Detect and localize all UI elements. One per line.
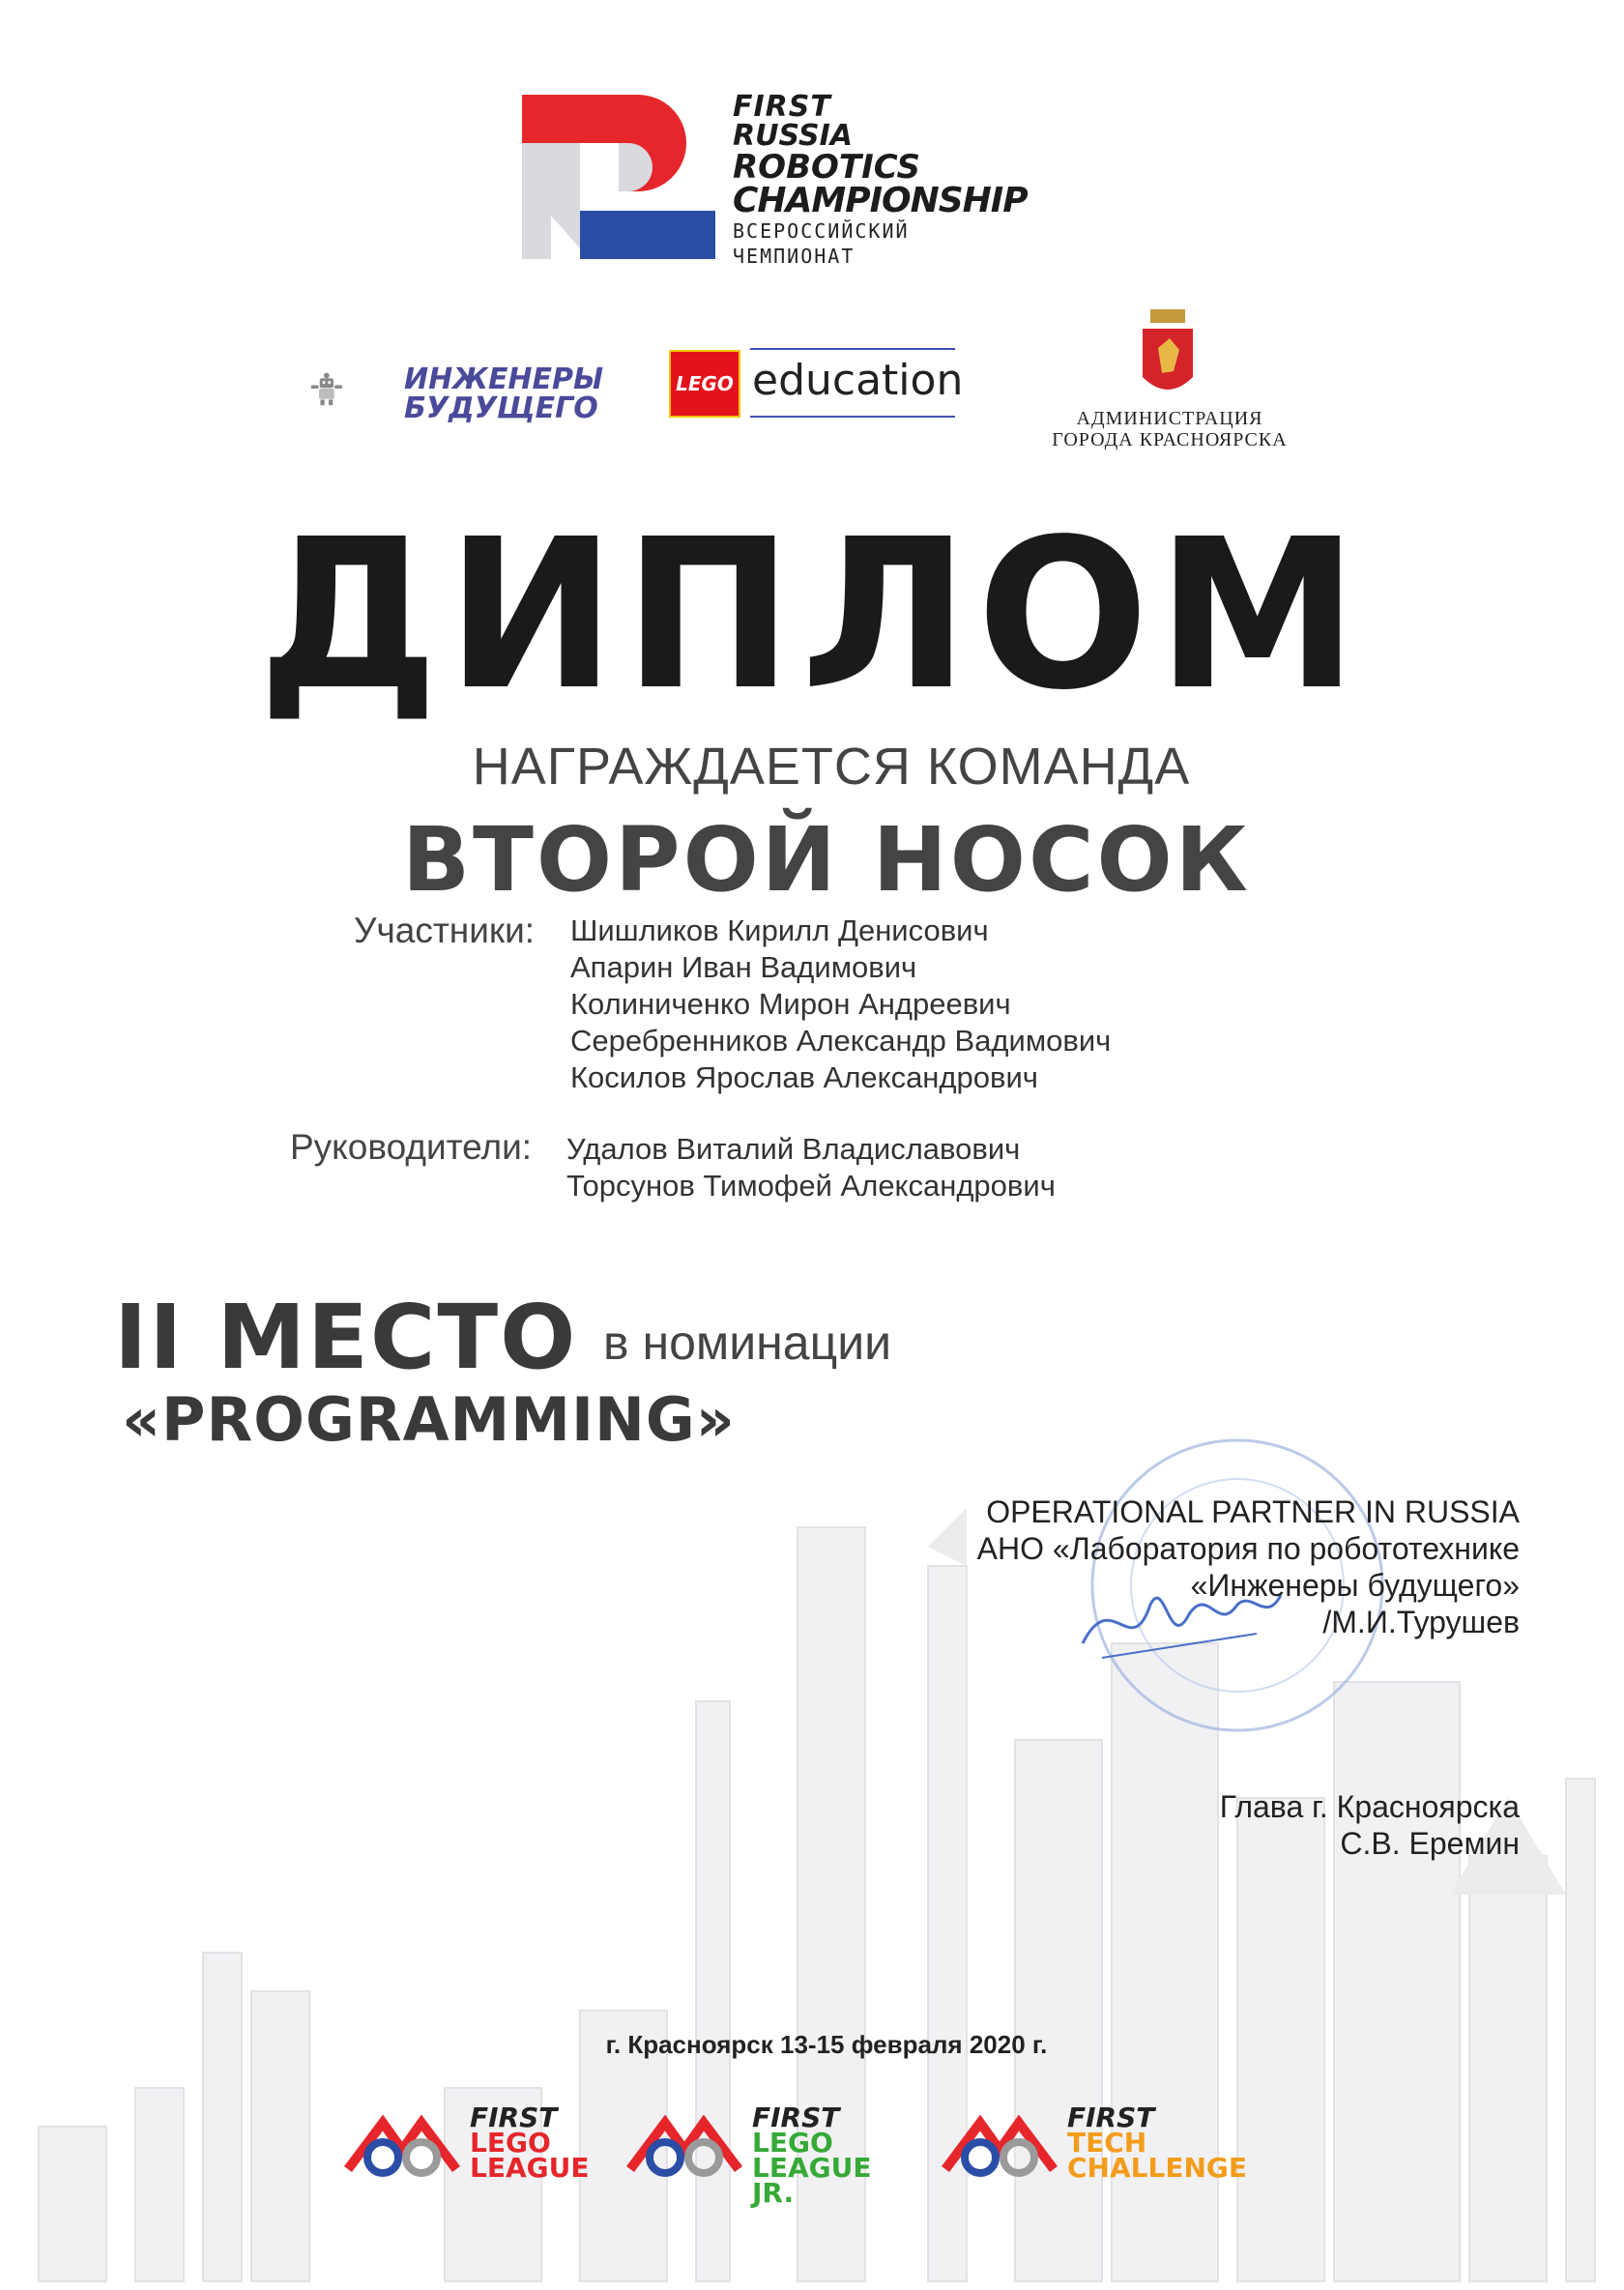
head-line-2: С.В. Еремин [1340, 1826, 1520, 1861]
logo-line-russia: RUSSIA [733, 119, 853, 153]
logo-sub-1: ВСЕРОССИЙСКИЙ [733, 219, 910, 243]
fll-logo-text [470, 2102, 590, 2184]
fll-jr-logo-text [752, 2102, 872, 2209]
participant-name: Колиниченко Мирон Андреевич [570, 987, 1011, 1021]
ib-logo-title [404, 362, 604, 425]
participant-name: Шишликов Кирилл Денисович [570, 913, 989, 947]
lego-logo-text: LEGO [676, 372, 734, 395]
head-of-city-block [1220, 1788, 1520, 1862]
robot-mascot-icon [309, 340, 406, 437]
nomination-prefix: в номинации [603, 1316, 892, 1370]
ftc-l2: TECH [1067, 2127, 1147, 2159]
operational-partner-block [977, 1493, 1520, 1640]
participant-name: Апарин Иван Вадимович [570, 950, 917, 984]
edu-rule-top [750, 348, 955, 350]
first-league-jr-icon [626, 2115, 742, 2183]
participant-name: Косилов Ярослав Александрович [570, 1060, 1038, 1094]
logo-sub-2: ЧЕМПИОНАТ [733, 245, 856, 268]
first-league-icon [344, 2115, 460, 2183]
leaders-label: Руководители: [290, 1127, 533, 1167]
logo-line-championship: CHAMPIONSHIP [733, 181, 1028, 220]
op-line-3: «Инженеры будущего» [1190, 1568, 1520, 1603]
ib-title-line1: ИНЖЕНЕРЫ [404, 362, 604, 396]
edu-rule-bottom [750, 416, 955, 418]
participants-list [570, 913, 1111, 1096]
participant-name: Серебренников Александр Вадимович [570, 1024, 1112, 1058]
place-date: г. Красноярск 13-15 февраля 2020 г. [605, 2030, 1048, 2059]
logo-line-robotics: ROBOTICS [733, 148, 920, 187]
krasnoyarsk-coat-of-arms-icon [1139, 309, 1197, 406]
place-title: II МЕСТО [114, 1286, 578, 1389]
team-name: ВТОРОЙ НОСОК [402, 808, 1251, 912]
adm-line-1: АДМИНИСТРАЦИЯ [1076, 408, 1263, 429]
diploma-title: ДИПЛОМ [257, 495, 1367, 736]
logo-line-first: FIRST [733, 90, 831, 124]
ftc-l3: CHALLENGE [1067, 2152, 1248, 2184]
leaders-list [566, 1131, 1056, 1204]
frrc-logo-text [733, 90, 1028, 269]
fll-jr-l2: LEGO [752, 2127, 833, 2159]
lego-education-text: education [752, 356, 964, 405]
participants-label: Участники: [354, 911, 536, 950]
op-line-4: /М.И.Турушев [1322, 1605, 1520, 1639]
fll-jr-l3: LEAGUE JR. [752, 2152, 872, 2209]
op-line-2: АНО «Лаборатория по робототехнике [976, 1531, 1520, 1566]
leader-name: Удалов Виталий Владиславович [566, 1132, 1021, 1166]
fll-l2: LEGO [470, 2127, 551, 2159]
adm-line-2: ГОРОДА КРАСНОЯРСКА [1052, 429, 1288, 450]
lego-logo-icon [669, 350, 740, 418]
frrc-logo-icon [522, 95, 715, 259]
fll-l3: LEAGUE [470, 2152, 590, 2184]
awarded-text: НАГРАЖДАЕТСЯ КОМАНДА [472, 738, 1191, 796]
ftc-first: FIRST [1067, 2102, 1155, 2133]
ib-title-line2: БУДУЩЕГО [404, 391, 598, 425]
first-tech-icon [942, 2115, 1058, 2183]
administration-label [1025, 408, 1315, 450]
nomination-name: «PROGRAMMING» [122, 1384, 736, 1455]
fll-first: FIRST [470, 2102, 558, 2133]
leader-name: Торсунов Тимофей Александрович [566, 1169, 1056, 1203]
head-line-1: Глава г. Красноярска [1219, 1789, 1520, 1824]
fll-jr-first: FIRST [752, 2102, 840, 2133]
ftc-logo-text [1067, 2102, 1248, 2184]
op-line-1: OPERATIONAL PARTNER IN RUSSIA [986, 1494, 1520, 1529]
